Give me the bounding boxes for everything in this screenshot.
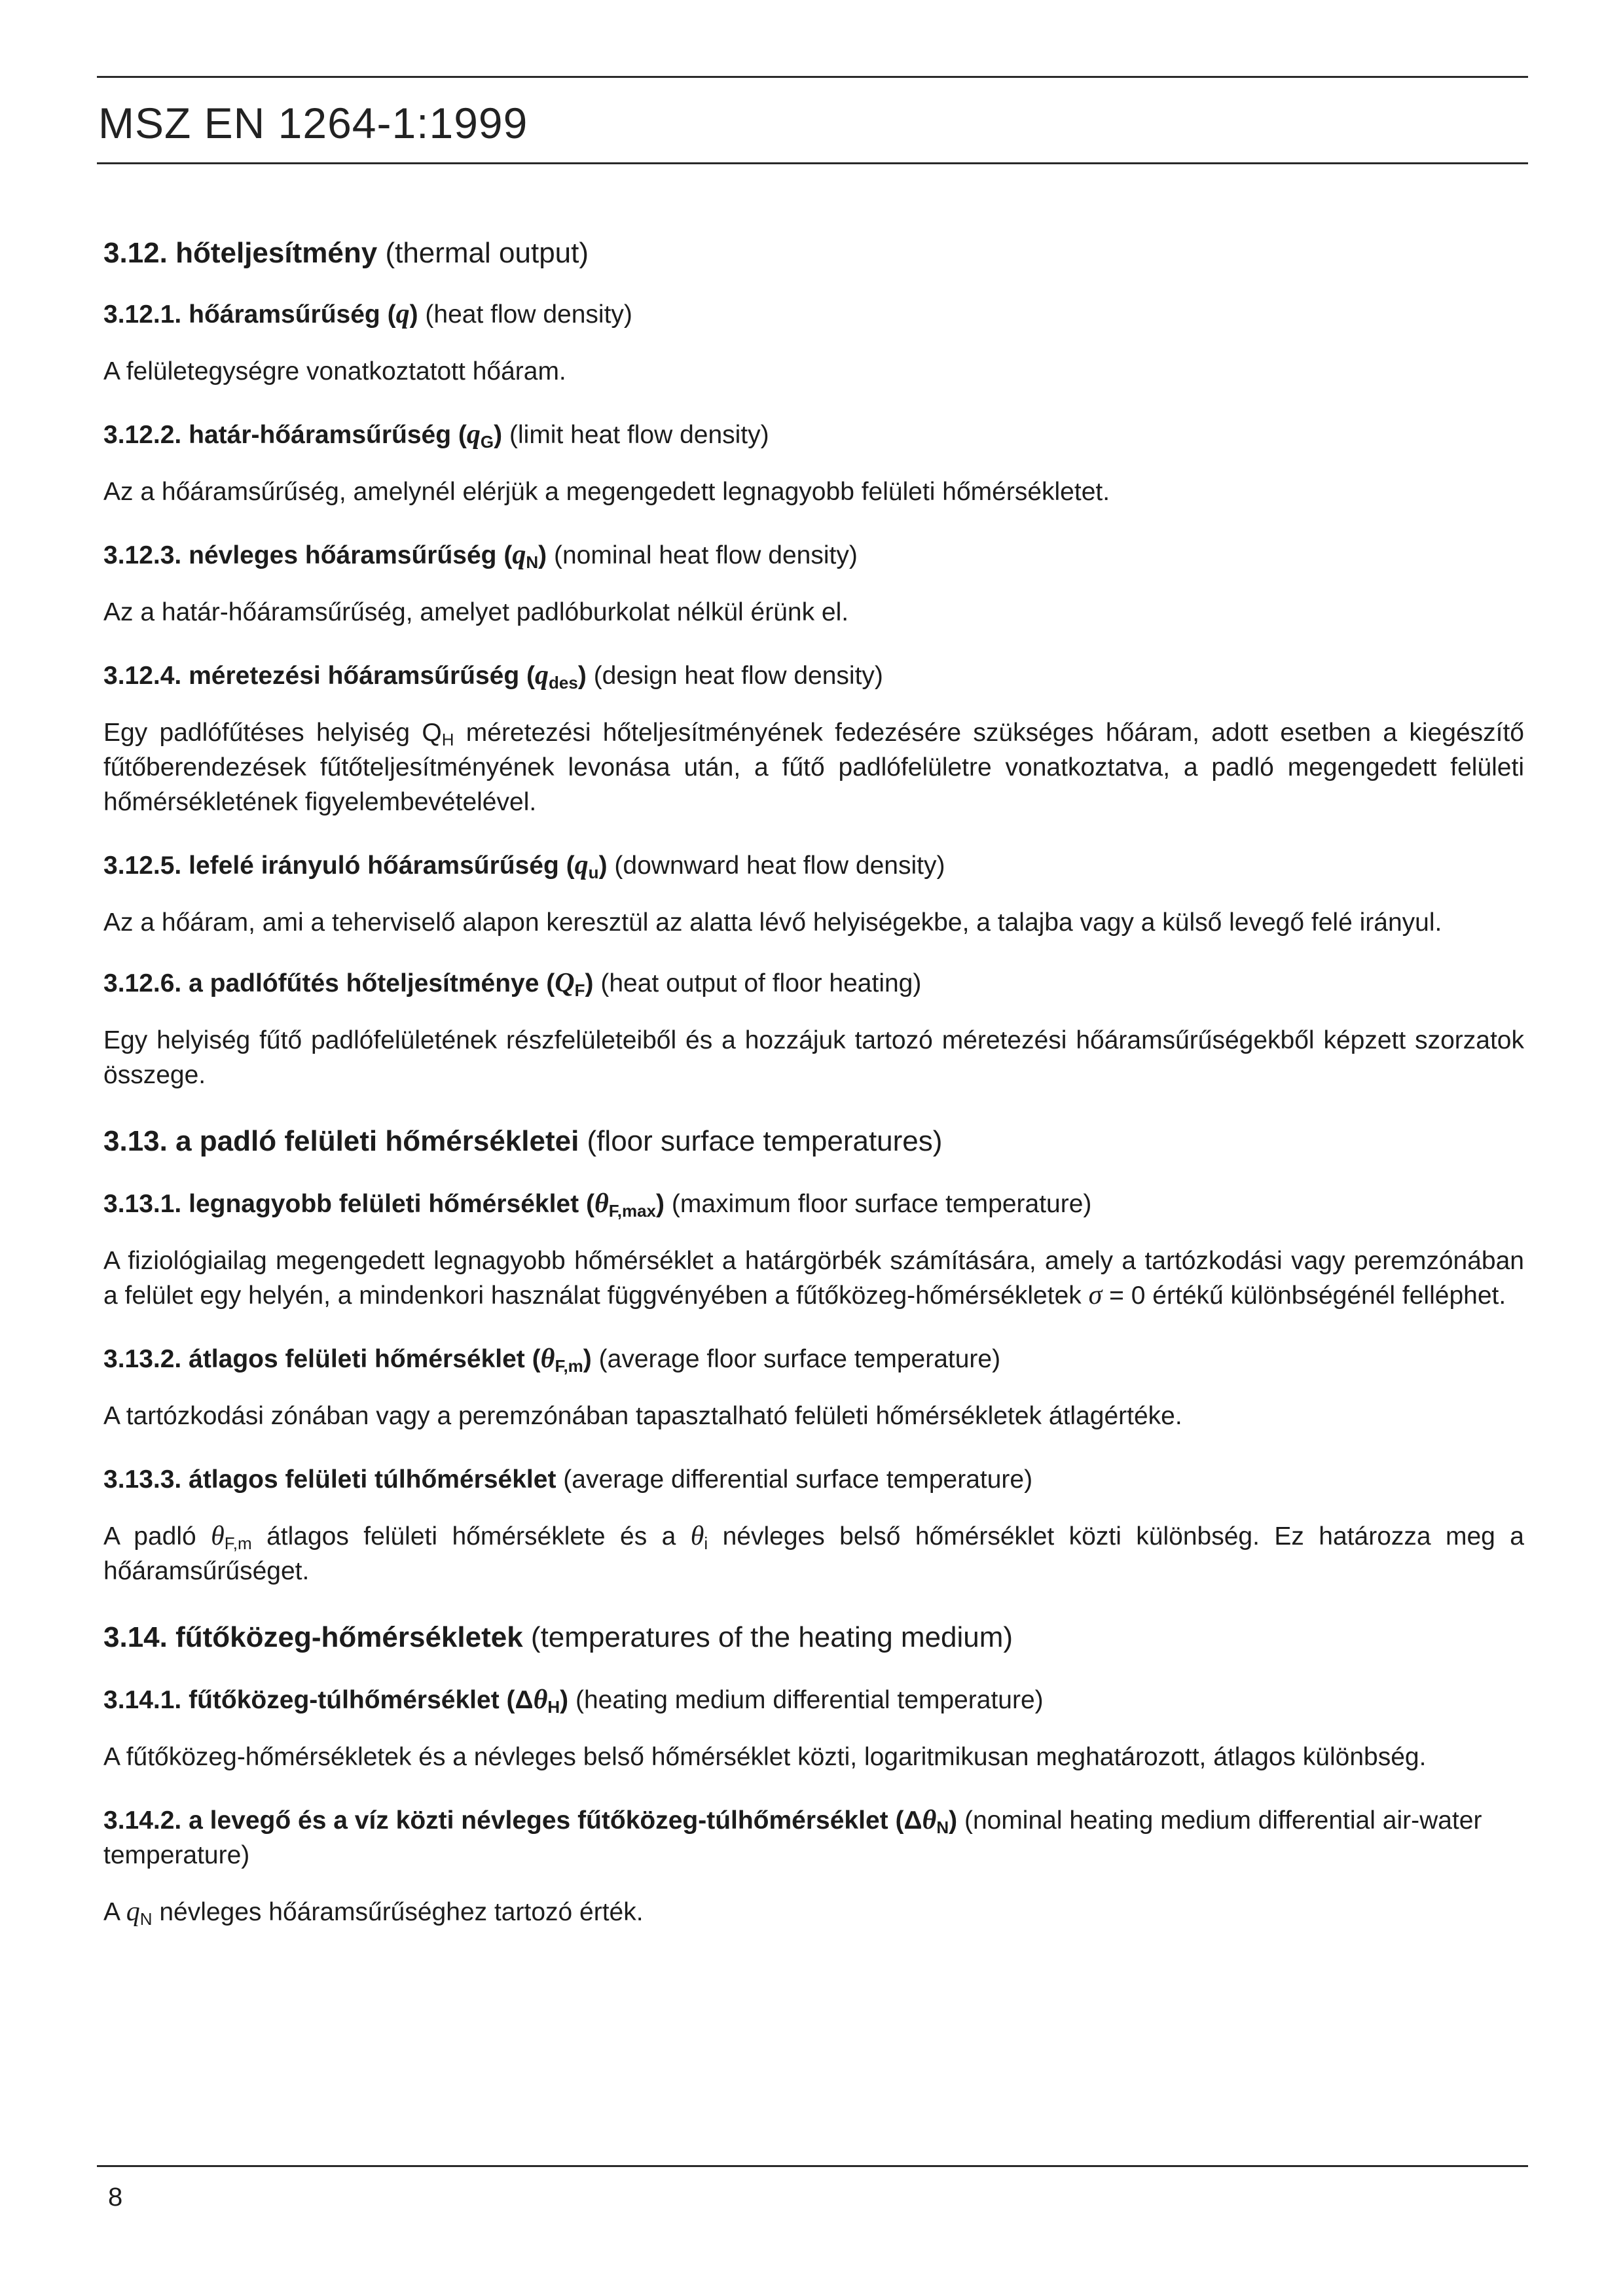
definition-term: névleges hőáramsűrűség (189, 541, 497, 569)
definition-3-12-5 (103, 848, 1524, 940)
header-top-rule (97, 76, 1528, 78)
definition-heading (103, 1462, 1524, 1497)
definition-heading (103, 1187, 1524, 1221)
section-heading (103, 234, 1524, 272)
definition-number: 3.14.2. (103, 1806, 182, 1835)
definition-text: A felületegységre vonatkoztatott hőáram. (103, 357, 566, 386)
symbol-paren-close: ) (583, 1345, 592, 1373)
definition-text (103, 1244, 1524, 1313)
definition-heading (103, 1342, 1524, 1376)
definition-english: (average differential surface temperature) (563, 1465, 1033, 1494)
definition-english: (limit heat flow density) (509, 421, 769, 449)
definition-number: 3.12.2. (103, 421, 182, 449)
definition-term: a levegő és a víz közti névleges fűtőközeg-túlhőmérséklet (189, 1806, 888, 1835)
definition-heading (103, 1683, 1524, 1717)
definition-text: Az a határ-hőáramsűrűség, amelyet padlóburkolat nélkül érünk el. (103, 598, 849, 626)
definition-text (103, 1895, 1524, 1929)
section-3-14 (103, 1619, 1524, 1657)
definition-english: (downward heat flow density) (614, 852, 945, 880)
symbol: q (466, 420, 481, 450)
definition-text: Az a hőáram, ami a teherviselő alapon keresztül az alatta lévő helyiségekbe, a talajba vagy a külső levegő felé irányul. (103, 908, 1442, 937)
symbol: q (535, 660, 549, 691)
symbol-paren-close: ) (577, 662, 587, 690)
definition-english: (nominal heat flow density) (553, 541, 858, 569)
definition-english: (nominal heating medium differential air-water temperature) (103, 1806, 1482, 1869)
definition-number: 3.12.4. (103, 662, 182, 690)
definition-text: Egy helyiség fűtő padlófelületének részfelületeiből és a hozzájuk tartozó méretezési hőáramsűrűségekből képzett szorzatok összege. (103, 1026, 1524, 1089)
definition-number: 3.12.6. (103, 969, 182, 997)
definition-english: (design heat flow density) (593, 662, 883, 690)
definition-heading (103, 297, 1524, 332)
symbol-subscript: F,m (555, 1356, 583, 1376)
definition-term: méretezési hőáramsűrűség (189, 662, 520, 690)
sigma-symbol: σ (1088, 1280, 1103, 1310)
symbol-subscript: H (547, 1697, 560, 1717)
definition-number: 3.13.3. (103, 1465, 182, 1494)
symbol: Q (555, 968, 575, 998)
definition-3-13-3 (103, 1462, 1524, 1588)
symbol-paren-open: ( (566, 852, 575, 880)
text-run: A fiziológiailag megengedett legnagyobb hőmérséklet a határgörbék számítására, amely a tartózkodási vagy peremzónában a felület egy helyén, a mindenkori használat függvényében a fűtőközeg-hőmérsékletek (103, 1247, 1524, 1310)
text-run: A (103, 1898, 126, 1926)
section-heading (103, 1619, 1524, 1657)
definition-number: 3.12.3. (103, 541, 182, 569)
text-run: = 0 értékű különbségénél felléphet. (1102, 1282, 1506, 1310)
symbol-paren-open: ( (503, 541, 513, 569)
definition-english: (maximum floor surface temperature) (671, 1190, 1092, 1218)
definition-3-12-1 (103, 297, 1524, 389)
symbol: q (574, 850, 589, 880)
subscript: i (704, 1534, 708, 1553)
definition-number: 3.13.2. (103, 1345, 182, 1373)
definition-english: (heat output of floor heating) (600, 969, 922, 997)
definition-number: 3.13.1. (103, 1190, 182, 1218)
definition-term: átlagos felületi hőmérséklet (189, 1345, 525, 1373)
symbol: θ (594, 1189, 609, 1219)
symbol-subscript: F (574, 980, 585, 1000)
section-term: hőteljesítmény (175, 237, 378, 269)
symbol-paren-close: ) (949, 1806, 958, 1835)
text-run: Egy padlófűtéses helyiség Q (103, 719, 442, 747)
symbol-paren-open: ( (585, 1190, 594, 1218)
definition-english: (heat flow density) (425, 300, 632, 329)
symbol: q (395, 299, 410, 329)
definition-term: határ-hőáramsűrűség (189, 421, 452, 449)
definition-term: fűtőközeg-túlhőmérséklet (189, 1686, 500, 1714)
symbol: θ (540, 1344, 555, 1374)
subscript: F,m (224, 1534, 252, 1553)
definition-3-13-1 (103, 1187, 1524, 1313)
definition-text: Az a hőáramsűrűség, amelynél elérjük a megengedett legnagyobb felületi hőmérsékletet. (103, 478, 1110, 506)
definition-number: 3.12.5. (103, 852, 182, 880)
section-3-12 (103, 234, 1524, 272)
section-heading (103, 1122, 1524, 1160)
section-term: a padló felületi hőmérsékletei (175, 1125, 579, 1157)
symbol-paren-close: ) (598, 852, 608, 880)
definition-3-13-2 (103, 1342, 1524, 1433)
definition-term: átlagos felületi túlhőmérséklet (189, 1465, 556, 1494)
symbol-subscript: N (526, 552, 539, 572)
theta-symbol: θ (690, 1521, 704, 1551)
definition-english: (average floor surface temperature) (598, 1345, 1001, 1373)
symbol-paren-close: ) (538, 541, 547, 569)
definition-heading (103, 966, 1524, 1001)
definition-term: lefelé irányuló hőáramsűrűség (189, 852, 559, 880)
definition-text: A tartózkodási zónában vagy a peremzónában tapasztalható felületi hőmérsékletek átlagértéke. (103, 1402, 1182, 1430)
symbol-paren-open: ( (532, 1345, 541, 1373)
definition-term: hőáramsűrűség (189, 300, 380, 329)
symbol: θ (922, 1805, 937, 1835)
definition-number: 3.12.1. (103, 300, 182, 329)
section-english: (thermal output) (385, 237, 589, 269)
symbol-subscript: G (480, 432, 494, 452)
symbol-paren-open: ( (387, 300, 396, 329)
text-run: A padló (103, 1522, 211, 1551)
definition-heading (103, 658, 1524, 693)
definition-3-14-1 (103, 1683, 1524, 1774)
symbol-subscript: N (936, 1818, 949, 1837)
text-run: névleges hőáramsűrűséghez tartozó érték. (152, 1898, 644, 1926)
text-run: átlagos felületi hőmérséklete és a (251, 1522, 691, 1551)
definition-3-12-2 (103, 418, 1524, 509)
symbol-subscript: des (549, 673, 578, 692)
symbol-paren-open: ( (526, 662, 536, 690)
q-symbol: q (126, 1897, 140, 1927)
symbol-paren-open: ( (458, 421, 467, 449)
symbol-paren-close: ) (409, 300, 418, 329)
symbol-paren-open: (Δ (895, 1806, 922, 1835)
symbol-subscript: F,max (608, 1201, 657, 1221)
section-number: 3.14. (103, 1621, 168, 1653)
text-run: névleges belső hőmérséklet közti különbség. Ez határozza meg a hőáramsűrűséget. (103, 1522, 1524, 1585)
definition-number: 3.14.1. (103, 1686, 182, 1714)
definition-heading (103, 848, 1524, 883)
definition-text (103, 1519, 1524, 1588)
symbol-paren-open: ( (546, 969, 555, 997)
symbol: q (512, 540, 526, 570)
definition-3-12-3 (103, 538, 1524, 630)
symbol-paren-close: ) (494, 421, 503, 449)
definition-text: A fűtőközeg-hőmérsékletek és a névleges belső hőmérséklet közti, logaritmikusan meghatározott, átlagos különbség. (103, 1743, 1427, 1771)
definition-3-14-2 (103, 1803, 1524, 1929)
definition-3-12-6 (103, 966, 1524, 1092)
definition-term: legnagyobb felületi hőmérséklet (189, 1190, 579, 1218)
definition-heading (103, 1803, 1524, 1873)
section-term: fűtőközeg-hőmérsékletek (175, 1621, 523, 1653)
section-english: (temperatures of the heating medium) (530, 1621, 1013, 1653)
section-3-13 (103, 1122, 1524, 1160)
document-body (103, 234, 1524, 1929)
section-number: 3.12. (103, 237, 168, 269)
definition-3-12-4 (103, 658, 1524, 819)
definition-text (103, 715, 1524, 819)
symbol-paren-close: ) (585, 969, 594, 997)
footer-rule (97, 2165, 1528, 2167)
header-bottom-rule (97, 162, 1528, 164)
symbol-paren-open: (Δ (506, 1686, 534, 1714)
document-title: MSZ EN 1264-1:1999 (98, 99, 528, 147)
page-number: 8 (108, 2183, 123, 2212)
definition-heading (103, 538, 1524, 573)
definition-heading (103, 418, 1524, 452)
symbol-paren-close: ) (656, 1190, 665, 1218)
symbol-subscript: u (588, 863, 599, 882)
section-number: 3.13. (103, 1125, 168, 1157)
definition-english: (heating medium differential temperature) (575, 1686, 1044, 1714)
symbol-paren-close: ) (560, 1686, 569, 1714)
text-run: méretezési hőteljesítményének fedezésére szükséges hőáram, adott esetben a kiegészítő fűtőberendezések fűtőteljesítményének levonása után, a fűtő padlófelületre vonatkoztatva, a padló megengedett felületi hőmérsékletének figyelembevételével. (103, 719, 1524, 816)
subscript: H (441, 730, 454, 749)
definition-term: a padlófűtés hőteljesítménye (189, 969, 539, 997)
section-english: (floor surface temperatures) (587, 1125, 943, 1157)
symbol: θ (533, 1685, 548, 1715)
theta-symbol: θ (211, 1521, 225, 1551)
subscript: N (139, 1909, 153, 1929)
